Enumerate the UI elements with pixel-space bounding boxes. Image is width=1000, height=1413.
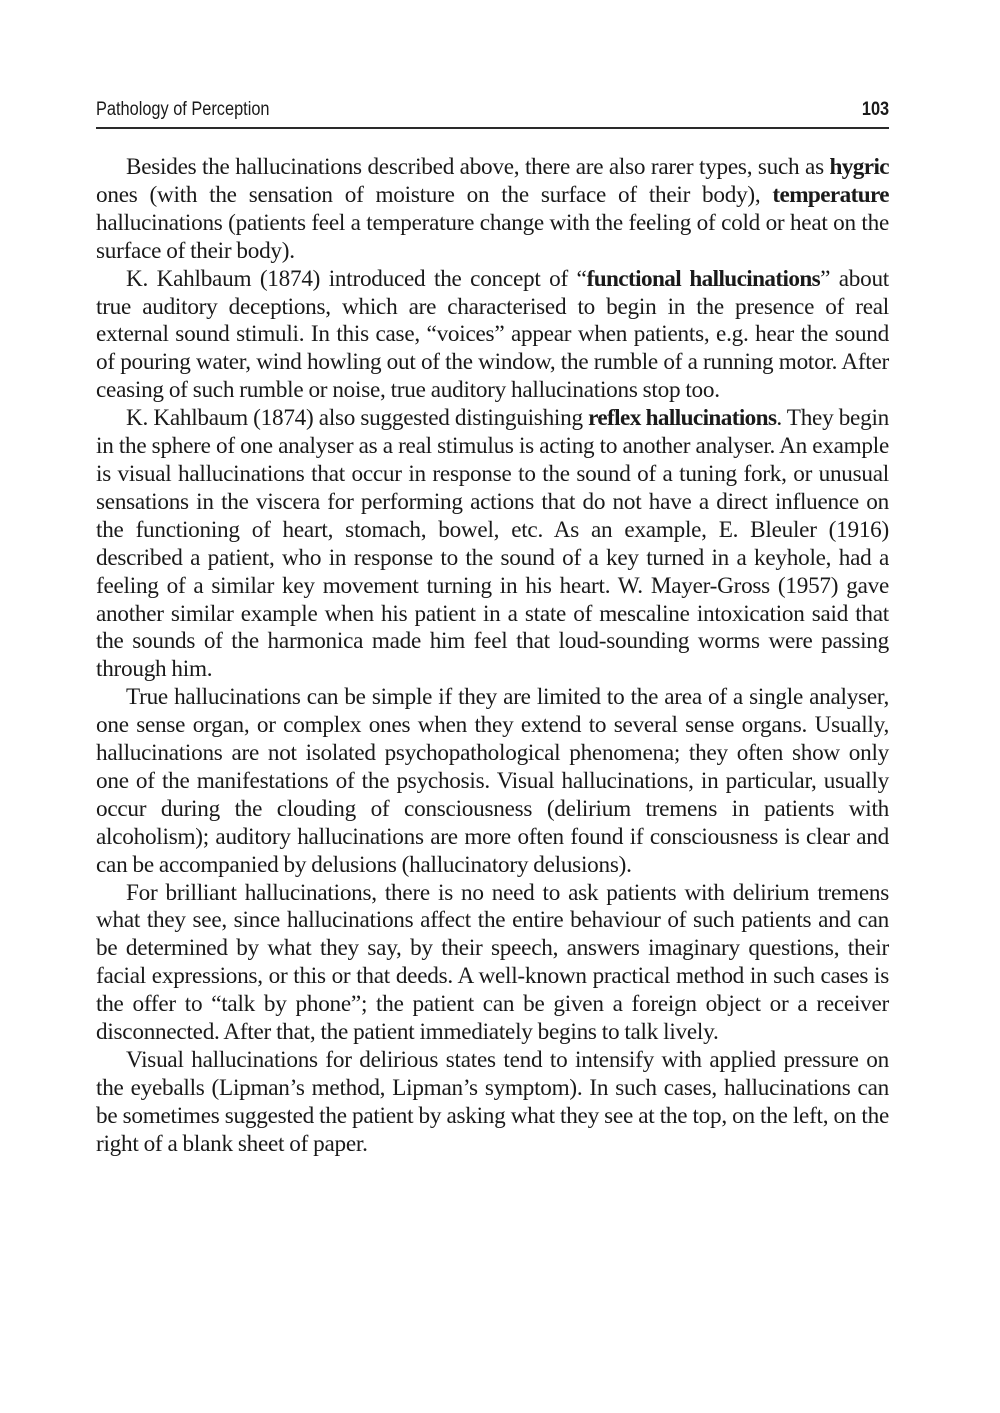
paragraph (96, 1047, 889, 1159)
bold-term: functional hallucinations (586, 265, 821, 292)
running-title: Pathology of Perception (96, 99, 270, 120)
running-header (96, 98, 889, 122)
bold-term: reflex hallucinations (588, 405, 777, 432)
text-run: Besides the hallucinations described above, there are also rarer types, such as (126, 154, 830, 180)
page-number: 103 (861, 99, 890, 120)
text-run: K. Kahlbaum (1874) also suggested distinguishing (126, 405, 589, 432)
text-run: Visual hallucinations for delirious states tend to intensify with applied pressure on the eyeballs (Lipman’s method, Lipman’s symptom). In such cases, hallucinations can be sometimes suggested the patient by asking what they see at the top, on the left, on the right of a blank sheet of paper. (96, 1047, 889, 1157)
text-run: ones (with the sensation of moisture on the surface of their body), (96, 181, 773, 208)
text-run: True hallucinations can be simple if they are limited to the area of a single analyser, one sense organ, or complex ones when they extend to several sense organs. Usually, hallucinations are not isolated psychopathological phenomena; they often show only one of the manifestations of the psychosis. Visual hallucinations, in particular, usually occur during the clouding of consciousness (delirium tremens in patients with alcoholism); auditory hallucinations are more often found if consciousness is clear and can be accompanied by delusions (hallucinatory delusions). (96, 684, 889, 878)
book-page (96, 98, 889, 1159)
paragraph (96, 880, 889, 1047)
text-run: For brilliant hallucinations, there is no need to ask patients with delirium tremens what they see, since hallucinations affect the entire behaviour of such patients and can be determined by what they say, by their speech, answers imaginary questions, their facial expressions, or this or that deeds. A well-known practical method in such cases is the offer to “talk by phone”; the patient can be given a foreign object or a receiver disconnected. After that, the patient immediately begins to talk lively. (96, 879, 889, 1046)
text-run: hallucinations (patients feel a temperature change with the feeling of cold or heat on the surface of their body). (96, 209, 889, 264)
paragraph (96, 154, 889, 266)
body-text (96, 154, 889, 1159)
bold-term: hygric (829, 154, 889, 180)
header-rule (96, 127, 889, 129)
paragraph (96, 266, 889, 406)
paragraph (96, 684, 889, 879)
bold-term: temperature (772, 181, 889, 208)
text-run: ” about true auditory deceptions, which are characterised to begin in the presence of real external sound stimuli. In this case, “voices” appear when patients, e.g. hear the sound of pouring water, wind howling out of the window, the rumble of a running motor. After ceasing of such rumble or noise, true auditory hallucinations stop too. (96, 265, 889, 404)
text-run: . They begin in the sphere of one analyser as a real stimulus is acting to another analyser. An example is visual hallucinations that occur in response to the sound of a tuning fork, or unusual sensations in the viscera for performing actions that do not have a direct influence on the functioning of heart, stomach, bowel, etc. As an example, E. Bleuler (1916) described a patient, who in response to the sound of a key turned in a keyhole, had a feeling of a similar key movement turning in his heart. W. Mayer-Gross (1957) gave another similar example when his patient in a state of mescaline intoxication said that the sounds of the harmonica made him feel that loud-sounding worms were passing through him. (96, 405, 889, 683)
text-run: K. Kahlbaum (1874) introduced the concept of “ (126, 265, 587, 292)
paragraph (96, 405, 889, 684)
